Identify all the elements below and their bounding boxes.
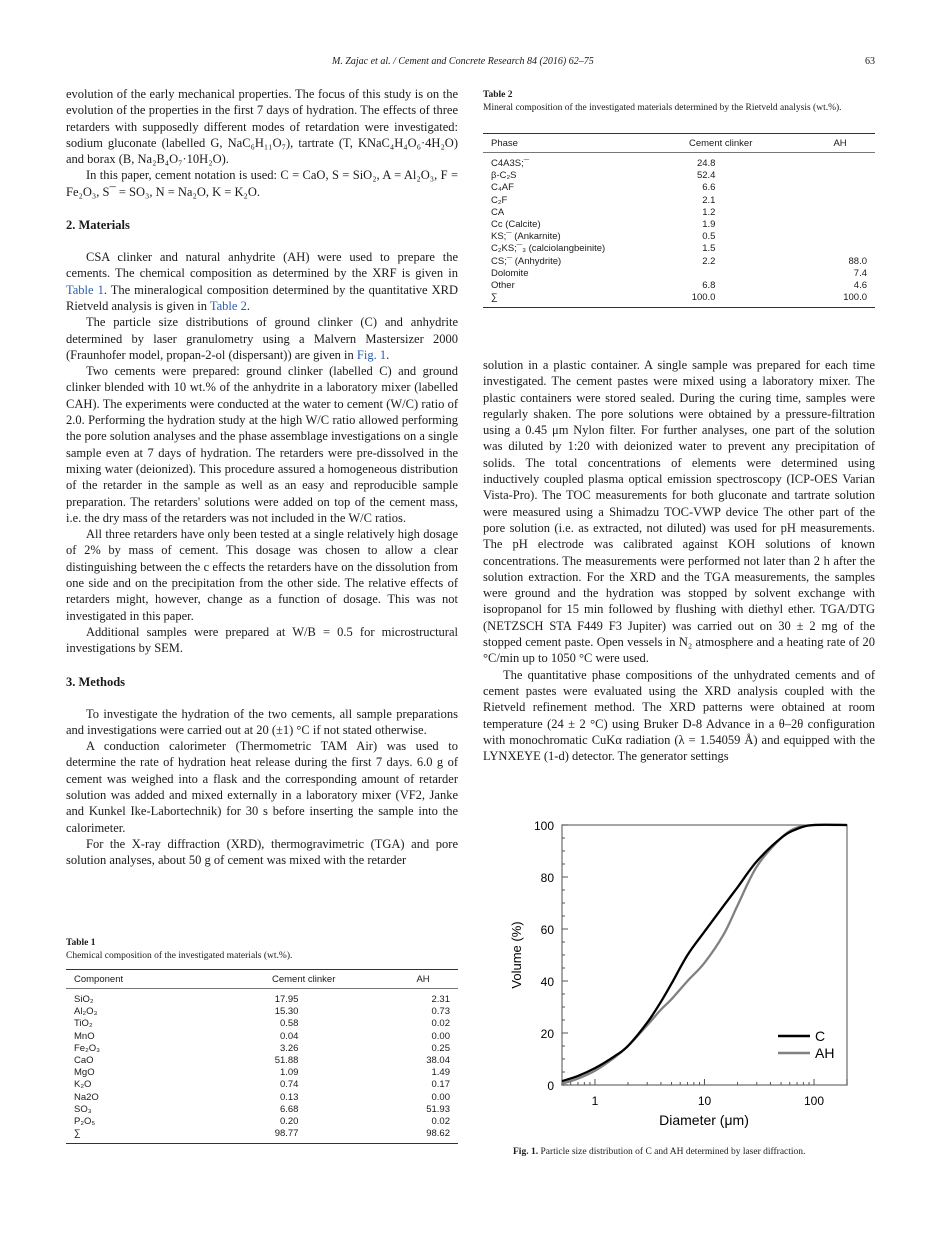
table-cell: 24.8 [696, 158, 716, 169]
column-header: AH [408, 970, 458, 989]
table-cell: P₂O₅ [74, 1116, 96, 1128]
table-cell: CS;¯ (Anhydrite) [491, 255, 562, 267]
table-cell [825, 243, 875, 255]
table-row [483, 243, 875, 255]
table-cell: 2.31 [431, 994, 450, 1005]
table-cell: Na2O [74, 1091, 99, 1103]
table-row [483, 231, 875, 243]
table-row [66, 1055, 458, 1067]
intro-paragraph-1: evolution of the early mechanical properties. The focus of this study is on the evolution of the properties in the first 7 days of hydration. The effects of three retarders with supposedly different modes of retardation were investigated: sodium gluconate (labelled G, NaC₆H₁₁O₇), tartrate (T, KNaC₄H₄O₆·4H₂O) and borax (B, Na₂B₄O₇·10H₂O). [66, 87, 458, 167]
y-tick-label: 100 [533, 819, 554, 833]
table-cell: KS;¯ (Ankarnite) [491, 231, 561, 243]
table-cell: MgO [74, 1067, 95, 1079]
text: The particle size distributions of ground clinker (C) and anhydrite determined by laser granulometry using a Malvern Mastersizer 2000 (Fraunhofer model, propan-2-ol (dispersant)) are given in [66, 315, 458, 362]
table-cell: CA [491, 206, 505, 218]
intro-paragraph-2: In this paper, cement notation is used: C = CaO, S = SiO₂, A = Al₂O₃, F = Fe₂O₃, S¯ = SO₃, N = Na₂O, K = K₂O. [66, 168, 458, 199]
table-cell: 88.0 [848, 255, 867, 267]
table-cell: 0.58 [279, 1018, 299, 1030]
table-cell: 0.02 [431, 1116, 450, 1128]
table1-label: Table 1 [66, 938, 96, 948]
table-cell: 2.1 [702, 194, 716, 206]
column-header: Cement clinker [232, 970, 408, 989]
table-cell: 4.6 [853, 280, 867, 292]
legend-label-ah: AH [815, 1045, 835, 1061]
table-cell: C₂F [491, 194, 508, 206]
table-cell: 100.0 [825, 292, 875, 308]
table-cell: 0.02 [431, 1018, 450, 1030]
table2 [483, 133, 875, 308]
materials-paragraph-4: All three retarders have only been tested at a single relatively high dosage of 2% by mass of cement. This dosage was chosen to allow a clear distinguishing between the c effects the retarders have on the dissolution from one side and on the precipitation from the other side. The relative effects of retarders might, however, change as a function of dosage. This was not investigated in this paper. [66, 527, 458, 623]
figure1-caption-label: Fig. 1. [513, 1147, 539, 1157]
table-cell: MnO [74, 1030, 95, 1042]
table-cell: 0.13 [279, 1091, 299, 1103]
table-row [66, 1018, 458, 1030]
table-cell: β-C₂S [491, 170, 517, 182]
table-row [66, 1104, 458, 1116]
table-row [483, 170, 875, 182]
fig1-link[interactable]: Fig. 1 [356, 347, 387, 362]
table-cell: 1.2 [702, 206, 716, 218]
text: . [386, 347, 390, 362]
table-cell [825, 182, 875, 194]
text: . [246, 298, 250, 313]
table-cell: K₂O [74, 1079, 92, 1091]
table-cell: Al₂O₃ [74, 1006, 98, 1018]
right-column [483, 357, 875, 764]
table-row [483, 182, 875, 194]
table-cell: 6.6 [702, 182, 716, 194]
table-cell: ∑ [66, 1128, 232, 1144]
materials-paragraph-5: Additional samples were prepared at W/B = 0.5 for microstructural investigations by SEM. [66, 624, 458, 656]
table-cell: 38.04 [426, 1055, 450, 1067]
table-cell [825, 219, 875, 231]
table-cell [825, 153, 875, 171]
methods-paragraph-4: solution in a plastic container. A single sample was prepared for each time investigated. The cement pastes were mixed using a laboratory mixer. The plastic containers were stored sealed. During the curing time, samples were regularly shaken. The pore solutions were obtained by a pressure-filtration using a 0.45 μm Nylon filter. For further analyses, one part of the solution was diluted by 1:20 with deionized water to prevent any precipitation of solids. The total concentrations of elements were determined using inductively coupled plasma optical emission spectroscopy (ICP-OES Varian Vista-Pro). The TOC measurements for both gluconate and tartrate solution were measured using a Shimadzu TOC-VWP device The other part of the pore solution (i.e. as extracted, not diluted) was used for pH measurements. The pH electrode was calibrated against KOH solutions of known concentrations. The measurements were performed not later than 2 h after the solution extraction. For the XRD and the TGA measurements, the samples were ground and the hydration was stopped by solvent exchange with isopropanol for 15 min followed by flushing with diethyl ether. TGA/DTG (NETZSCH STA F449 F3 Jupiter) was carried out on 30 ± 2 mg of the stopped cement paste. Open vessels in N₂ atmosphere and a heating rate of 20 °C/min up to 1050 °C were used. [483, 358, 875, 666]
section-heading-materials: 2. Materials [66, 218, 130, 233]
table-row [483, 207, 875, 219]
table-cell: 1.5 [702, 243, 716, 255]
table-cell: ∑ [483, 292, 649, 308]
table-cell: SO₃ [74, 1103, 92, 1115]
table-row [66, 1116, 458, 1128]
x-tick-label: 1 [591, 1094, 599, 1108]
table-row [483, 268, 875, 280]
x-tick-label: 10 [697, 1094, 712, 1108]
y-tick-label: 20 [540, 1027, 554, 1041]
table-cell: 0.5 [702, 231, 716, 243]
methods-paragraph-3: For the X-ray diffraction (XRD), thermogravimetric (TGA) and pore solution analyses, about 50 g of cement was mixed with the retarder [66, 836, 458, 868]
table-cell: Dolomite [491, 267, 529, 279]
methods-paragraph-5: The quantitative phase compositions of the unhydrated cements and of cement pastes were evaluated using the XRD analysis coupled with the Rietveld refinement method. The XRD patterns were obtained at room temperature (24 ± 2 °C) using Bruker D-8 Advance in a θ–2θ configuration with monochromatic CuKα radiation (λ = 1.54059 Å) and equipped with the LYNXEYE (1-d) detector. The generator settings [483, 667, 875, 764]
table-cell: 100.0 [649, 292, 825, 308]
table-row [66, 1092, 458, 1104]
table-header-row [483, 134, 875, 153]
table-cell: 98.62 [408, 1128, 458, 1144]
table-row [66, 1067, 458, 1079]
table-cell: 1.49 [431, 1067, 450, 1079]
materials-paragraph-1 [66, 249, 458, 314]
x-axis-label: Diameter (μm) [659, 1112, 749, 1128]
table-cell: 0.04 [279, 1030, 299, 1042]
table-cell: 51.88 [274, 1055, 299, 1067]
series-line-c [562, 825, 847, 1081]
column-header: Cement clinker [649, 134, 825, 153]
table-cell: C4A3S;¯ [491, 158, 529, 169]
table2-label: Table 2 [483, 90, 513, 100]
table-cell: SiO₂ [74, 994, 94, 1005]
text: CSA clinker and natural anhydrite (AH) were used to prepare the cements. The chemical composition as determined by the XRF is given in [66, 250, 458, 281]
y-tick-label: 60 [540, 923, 554, 937]
table-cell: 0.74 [279, 1079, 299, 1091]
table2-caption-text: Mineral composition of the investigated materials determined by the Rietveld analysis (wt.%). [483, 102, 842, 113]
y-tick-label: 80 [540, 871, 554, 885]
table-row [483, 280, 875, 292]
materials-paragraph-2 [66, 314, 458, 363]
table-cell: TiO₂ [74, 1018, 93, 1030]
table-cell: 17.95 [274, 994, 299, 1005]
table-cell: 3.26 [279, 1042, 299, 1054]
methods-paragraph-2: A conduction calorimeter (Thermometric TAM Air) was used to determine the rate of hydration heat release during the first 7 days. 6.0 g of cement was weighed into a flask and the corresponding amount of retarder solution was added and mixed externally in a laboratory mixer (VF2, Janke and Kunkel Ike-Labortechnik) for 30 s before inserting the sample into the calorimeter. [66, 739, 458, 835]
table-cell: 0.25 [431, 1042, 450, 1054]
x-tick-label: 100 [804, 1094, 825, 1108]
table-cell [825, 170, 875, 182]
table-row [66, 1043, 458, 1055]
table-cell: 2.2 [702, 255, 716, 267]
table-cell: 6.8 [702, 280, 716, 292]
table-row [66, 1031, 458, 1043]
table-cell [825, 195, 875, 207]
text: . The mineralogical composition determined by the quantitative XRD Rietveld analysis is given in [66, 282, 458, 313]
table-cell: CaO [74, 1055, 94, 1067]
table-header-row [66, 970, 458, 989]
table-cell: 0.17 [431, 1079, 450, 1091]
table1-link[interactable]: Table 1 [66, 282, 104, 297]
table-cell: 6.68 [279, 1103, 299, 1115]
table-row [66, 1006, 458, 1018]
table-cell: 0.73 [431, 1006, 450, 1018]
column-header: Phase [483, 134, 649, 153]
table-row [66, 1079, 458, 1091]
table1-caption-text: Chemical composition of the investigated materials (wt.%). [66, 950, 293, 961]
table-cell [825, 231, 875, 243]
table-row [483, 256, 875, 268]
y-tick-label: 0 [547, 1079, 554, 1093]
table-cell: Other [491, 280, 515, 292]
table-row [483, 292, 875, 308]
table-row [483, 153, 875, 171]
page-number: 63 [865, 56, 875, 67]
table-cell: C₄AF [491, 182, 514, 194]
left-column [66, 86, 458, 868]
y-axis-label: Volume (%) [509, 921, 524, 989]
table2-caption [483, 89, 875, 114]
y-tick-label: 40 [540, 975, 554, 989]
column-header: Component [66, 970, 232, 989]
table-row [483, 219, 875, 231]
figure1-caption-text: Particle size distribution of C and AH determined by laser diffraction. [538, 1147, 806, 1157]
table-cell: Fe₂O₃ [74, 1042, 101, 1054]
table-cell: Cc (Calcite) [491, 219, 541, 231]
table-cell [649, 268, 825, 280]
figure1-caption [513, 1147, 805, 1157]
table-cell: 0.00 [431, 1030, 450, 1042]
table-cell: 0.00 [431, 1091, 450, 1103]
table-cell: 52.4 [696, 170, 716, 182]
running-title: M. Zajac et al. / Cement and Concrete Research 84 (2016) 62–75 [332, 56, 594, 67]
table-cell: 0.20 [279, 1116, 299, 1128]
table-cell: 7.4 [853, 267, 867, 279]
methods-paragraph-1: To investigate the hydration of the two cements, all sample preparations and investigations were carried out at 20 (±1) °C if not stated otherwise. [66, 706, 458, 737]
table-cell [825, 207, 875, 219]
table1 [66, 969, 458, 1144]
table-row [483, 195, 875, 207]
series-line-ah [562, 825, 847, 1084]
column-header: AH [825, 134, 875, 153]
legend-label-c: C [815, 1028, 826, 1044]
table-cell: 51.93 [426, 1103, 450, 1115]
table-cell: C₂KS;¯₃ (calciolangbeinite) [491, 243, 606, 255]
table-cell: 1.09 [279, 1067, 299, 1079]
table-cell: 1.9 [702, 219, 716, 231]
table-cell: 98.77 [232, 1128, 408, 1144]
plot-frame [562, 825, 847, 1085]
materials-paragraph-3: Two cements were prepared: ground clinker (labelled C) and ground clinker blended with 10 wt.% of the anhydrite in a laboratory mixer (labelled CAH). The experiments were conducted at the water to cement (W/C) ratio of 2.0. Performing the hydration study at the high W/C ratio allowed performing the pore solution analyses and the phase assemblage investigations on a single sample even at 7 days of hydration. The retarders were pre-dissolved in the mixing water (deionized). This procedure assured a homogeneous distribution of the retarder in the sample as well as an easy and reproducible sample preparation. The retarders' solutions were added on top of the cement mass, i.e. the dry mass of the retarders was not included in the W/C ratios. [66, 364, 458, 525]
table-cell: 15.30 [274, 1006, 299, 1018]
table-row [66, 1128, 458, 1144]
table1-caption [66, 937, 458, 962]
table2-link[interactable]: Table 2 [209, 298, 247, 313]
table-row [66, 989, 458, 1007]
section-heading-methods: 3. Methods [66, 674, 126, 689]
